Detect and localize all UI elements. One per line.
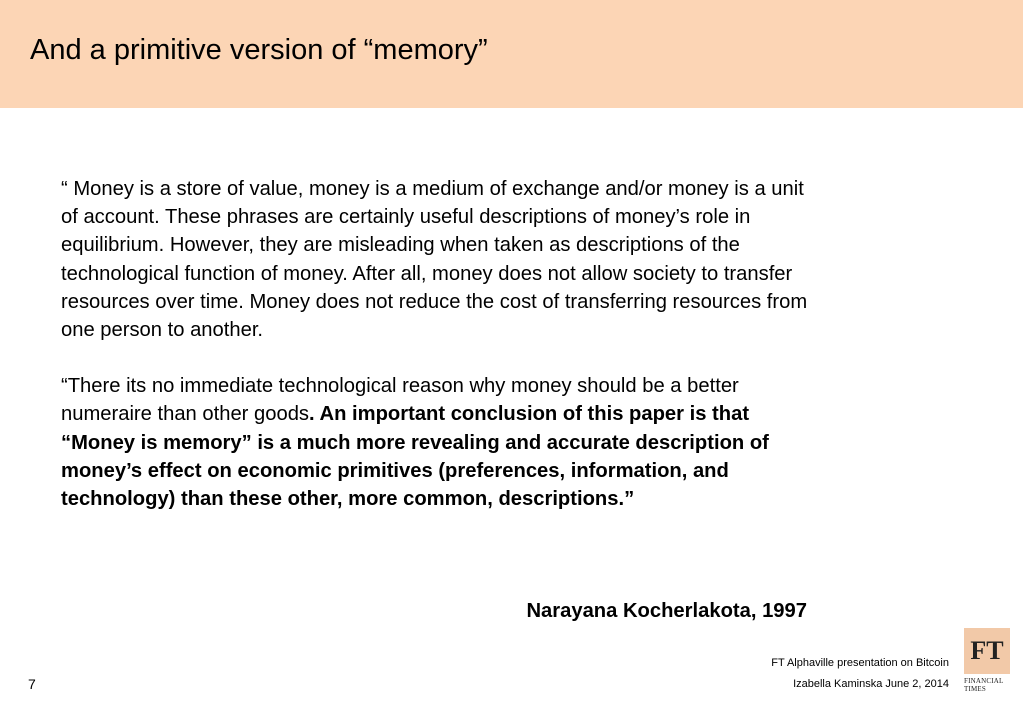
slide-title: And a primitive version of “memory”: [30, 34, 488, 66]
quote-attribution: Narayana Kocherlakota, 1997: [526, 600, 807, 622]
quote-paragraph-2-bold: . An important conclusion of this paper is that “Money is memory” is a much more revealing and accurate description of money’s effect on economic primitives (preferences, information, and technology) than these other, more common, descriptions.”: [61, 403, 769, 511]
footer-presentation-title: FT Alphaville presentation on Bitcoin: [771, 657, 949, 669]
quote-paragraph-2: [61, 372, 821, 513]
quote-paragraph-2-regular: “There its no immediate technological reason why money should be a better numeraire than other goods: [61, 375, 739, 426]
page-number: 7: [28, 676, 36, 692]
quote-paragraph-1: “ Money is a store of value, money is a medium of exchange and/or money is a unit of account. These phrases are certainly useful descriptions of money’s role in equilibrium. However, they are misleading when taken as descriptions of the technological function of money. After all, money does not allow society to transfer resources over time. Money does not reduce the cost of transferring resources from one person to another.: [61, 178, 808, 342]
quote-body: [61, 175, 821, 513]
footer-author-date: Izabella Kaminska June 2, 2014: [793, 678, 949, 690]
ft-logo-caption: [964, 677, 1010, 693]
ft-logo: [964, 628, 1010, 692]
ft-logo-mark: FT: [964, 628, 1010, 674]
ft-logo-caption-line-1: FINANCIAL: [964, 677, 1004, 685]
ft-logo-caption-line-2: TIMES: [964, 685, 986, 693]
title-banner: [0, 0, 1023, 108]
